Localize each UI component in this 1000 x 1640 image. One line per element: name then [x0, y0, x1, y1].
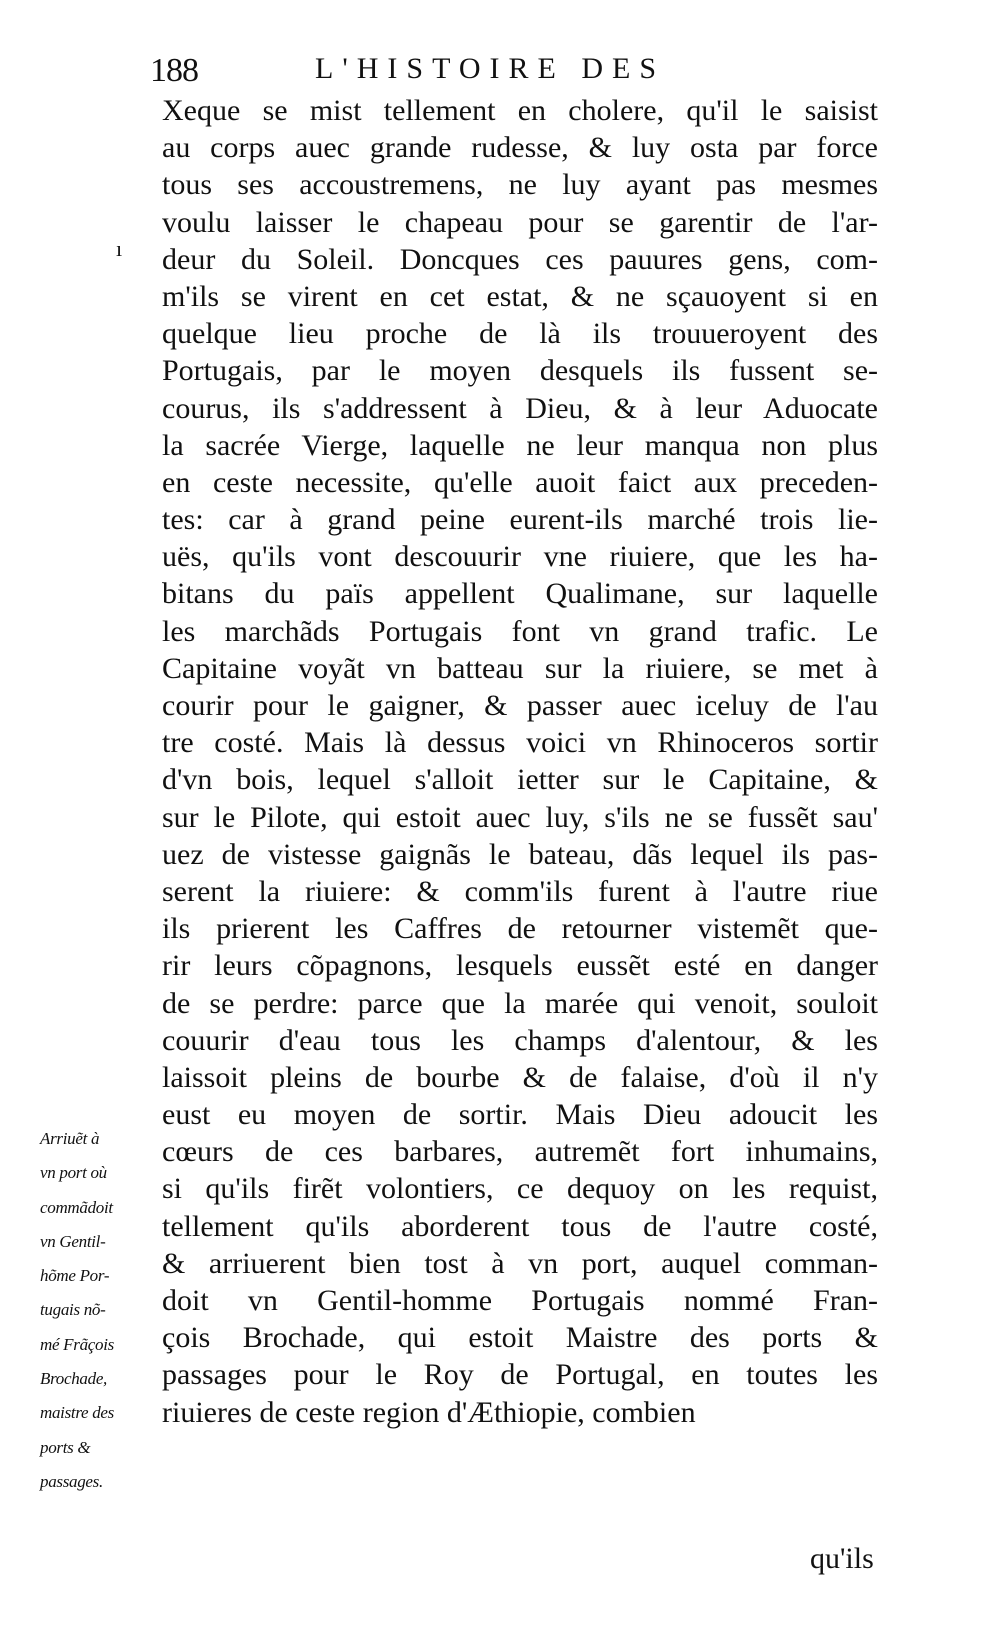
- margin-note-line: maistre des: [40, 1403, 114, 1423]
- text-line: les marchãds Portugais font vn grand trafic. Le: [162, 614, 878, 648]
- margin-note-line: passages.: [40, 1471, 103, 1491]
- text-line: couurir d'eau tous les champs d'alentour, & les: [162, 1023, 878, 1057]
- text-line: & arriuerent bien tost à vn port, auquel comman-: [162, 1246, 878, 1280]
- text-line: tellement qu'ils aborderent tous de l'autre costé,: [162, 1209, 878, 1243]
- text-line: courir pour le gaigner, & passer auec iceluy de l'au: [162, 689, 878, 722]
- text-line: rir leurs cõpagnons, lesquels eussẽt esté en danger: [162, 949, 878, 983]
- text-line: deur du Soleil. Doncques ces pauures gens, com-: [162, 242, 878, 276]
- text-line: d'vn bois, lequel s'alloit ietter sur le Capitaine, &: [162, 763, 878, 797]
- margin-note-line: ports &: [40, 1437, 91, 1457]
- text-line: au corps auec grande rudesse, & luy osta par force: [162, 131, 878, 165]
- margin-note-line: tugais nõ-: [40, 1300, 106, 1320]
- text-line: passages pour le Roy de Portugal, en toutes les: [162, 1358, 878, 1392]
- text-line: la sacrée Vierge, laquelle ne leur manqua non plus: [162, 428, 878, 462]
- text-line: serent la riuiere: & comm'ils furent à l'autre riue: [162, 874, 878, 908]
- margin-note-line: mé Frãçois: [40, 1334, 114, 1354]
- text-line: tes: car à grand peine eurent-ils marché trois lie-: [162, 503, 878, 537]
- body-text: [162, 92, 878, 1431]
- text-line: Portugais, par le moyen desquels ils fussent se-: [162, 354, 878, 388]
- margin-note-line: vn port où: [40, 1163, 107, 1183]
- text-line: doit vn Gentil-homme Portugais nommé Fran-: [162, 1284, 878, 1317]
- text-line: sur le Pilote, qui estoit auec luy, s'ils ne se fussẽt sau': [162, 800, 878, 834]
- text-line: voulu laisser le chapeau pour se garentir de l'ar-: [162, 205, 878, 239]
- margin-note-line: Brochade,: [40, 1369, 108, 1389]
- text-line: si qu'ils firẽt volontiers, ce dequoy on les requist,: [162, 1172, 878, 1206]
- text-line: uës, qu'ils vont descouurir vne riuiere, que les ha-: [162, 540, 878, 574]
- text-line: tous ses accoustremens, ne luy ayant pas mesmes: [162, 168, 878, 202]
- text-line: en ceste necessite, qu'elle auoit faict aux preceden-: [162, 465, 878, 499]
- text-line: tre costé. Mais là dessus voici vn Rhinoceros sortir: [162, 726, 878, 760]
- text-line: ils prierent les Caffres de retourner vistemẽt que-: [162, 912, 878, 946]
- text-line: Xeque se mist tellement en cholere, qu'il le saisist: [162, 94, 878, 127]
- page-number: 188: [150, 52, 198, 89]
- margin-mark: ı: [116, 236, 123, 261]
- margin-note-line: Arriuẽt à: [40, 1129, 100, 1148]
- text-line: uez de vistesse gaignãs le bateau, dãs lequel ils pas-: [162, 837, 878, 871]
- page-header: [150, 52, 870, 88]
- text-line: Capitaine voyãt vn batteau sur la riuiere, se met à: [162, 651, 878, 685]
- text-line: çois Brochade, qui estoit Maistre des ports &: [162, 1321, 878, 1355]
- running-title: L'HISTOIRE DES: [315, 52, 666, 85]
- text-line: eust eu moyen de sortir. Mais Dieu adoucit les: [162, 1098, 878, 1132]
- text-line: riuieres de ceste region d'Æthiopie, combien: [162, 1395, 696, 1429]
- text-line: cœurs de ces barbares, autremẽt fort inhumains,: [162, 1135, 878, 1169]
- margin-note-line: hõme Por-: [40, 1266, 110, 1286]
- text-line: laissoit pleins de bourbe & de falaise, d'où il n'y: [162, 1060, 878, 1094]
- text-line: quelque lieu proche de là ils trouueroyent des: [162, 317, 878, 351]
- text-line: de se perdre: parce que la marée qui venoit, souloit: [162, 986, 878, 1020]
- margin-note-line: commãdoit: [40, 1197, 113, 1217]
- margin-note: [40, 1122, 168, 1499]
- text-line: bitans du païs appellent Qualimane, sur laquelle: [162, 577, 878, 611]
- text-line: m'ils se virent en cet estat, & ne sçauoyent si en: [162, 279, 878, 313]
- catchword: qu'ils: [810, 1542, 874, 1575]
- text-line: courus, ils s'addressent à Dieu, & à leur Aduocate: [162, 391, 878, 425]
- margin-note-line: vn Gentil-: [40, 1231, 106, 1251]
